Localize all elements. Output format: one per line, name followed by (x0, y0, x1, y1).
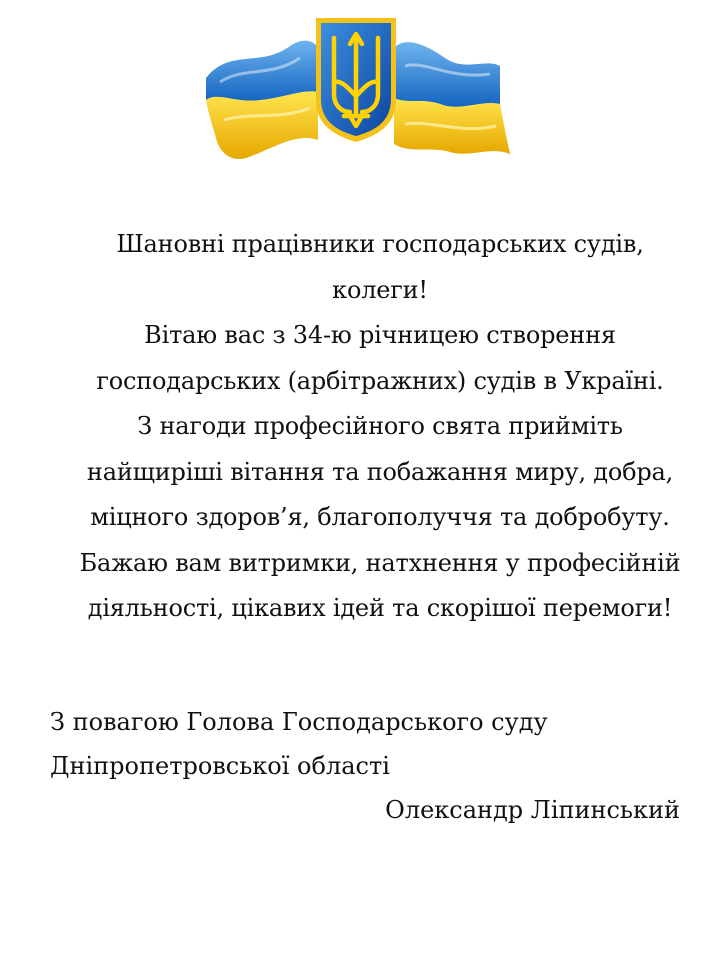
greeting-line: Вітаю вас з 34-ю річницею створення (144, 321, 616, 349)
greeting-line: діяльності, цікавих ідей та скорішої перемоги! (87, 594, 673, 622)
greeting-line: найщиріші вітання та побажання миру, добра, (86, 457, 674, 486)
greeting-line: Шановні працівники господарських судів, (116, 230, 644, 258)
flag-left-yellow (206, 91, 318, 159)
greeting-text (60, 222, 700, 632)
signature-title: З повагою Голова Господарського суду (50, 708, 548, 736)
signature-name: Олександр Ліпинський (385, 796, 680, 824)
greeting-line: колеги! (332, 275, 428, 304)
greeting-line: міцного здоров’я, благополуччя та добробуту. (90, 503, 670, 531)
greeting-line: Бажаю вам витримки, натхнення у професійній (79, 548, 681, 577)
coat-of-arms-flag-icon (200, 8, 512, 168)
signature-region: Дніпропетровської області (50, 752, 390, 780)
signature-block (50, 700, 680, 832)
greeting-line: З нагоди професійного свята прийміть (137, 412, 623, 440)
greeting-line: господарських (арбітражних) судів в Україні. (96, 366, 664, 395)
